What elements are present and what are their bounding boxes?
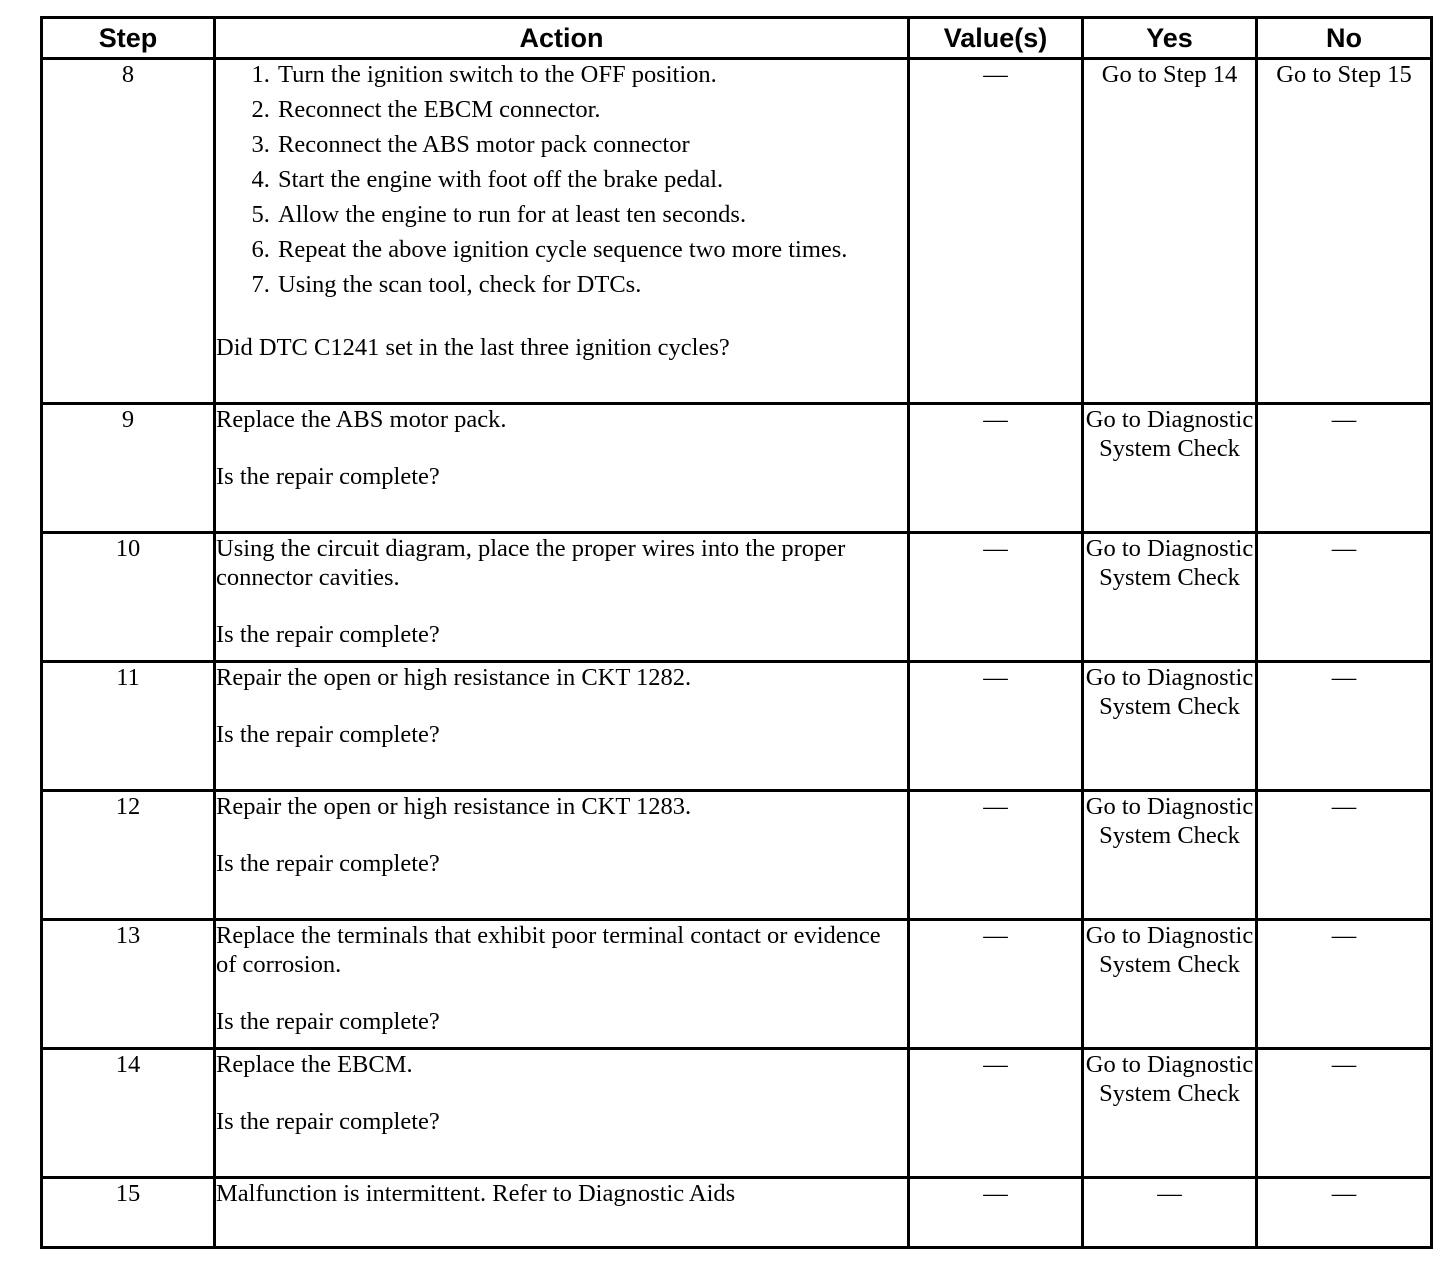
substep: 5. Allow the engine to run for at least ten seconds. <box>276 200 907 229</box>
header-row <box>42 18 1432 59</box>
action-text: Using the circuit diagram, place the proper wires into the proper connector cavities. <box>216 535 846 591</box>
yes-cell: Go to Diagnostic System Check <box>1083 662 1257 791</box>
no-cell: — <box>1257 1178 1432 1248</box>
yes-cell: Go to Diagnostic System Check <box>1083 1049 1257 1178</box>
spacer <box>216 592 907 620</box>
table-row <box>42 404 1432 533</box>
spacer <box>216 979 907 1007</box>
no-cell: Go to Step 15 <box>1257 59 1432 404</box>
action-text: Replace the EBCM. <box>216 1051 413 1078</box>
value-cell: — <box>909 1178 1083 1248</box>
action-cell <box>215 662 909 791</box>
yes-cell: Go to Step 14 <box>1083 59 1257 404</box>
no-cell: — <box>1257 533 1432 662</box>
spacer <box>216 1079 907 1107</box>
substep: 6. Repeat the above ignition cycle sequence two more times. <box>276 235 907 264</box>
value-cell: — <box>909 533 1083 662</box>
header-action: Action <box>215 18 909 59</box>
value-cell: — <box>909 1049 1083 1178</box>
value-cell: — <box>909 59 1083 404</box>
step-number: 15 <box>42 1178 215 1248</box>
action-question: Is the repair complete? <box>216 621 440 648</box>
table-row <box>42 791 1432 920</box>
action-cell <box>215 920 909 1049</box>
substep: 1. Turn the ignition switch to the OFF position. <box>276 60 907 89</box>
substep: 3. Reconnect the ABS motor pack connector <box>276 130 907 159</box>
step-number: 8 <box>42 59 215 404</box>
action-cell <box>215 1049 909 1178</box>
table-row <box>42 1049 1432 1178</box>
action-cell <box>215 533 909 662</box>
spacer <box>216 434 907 462</box>
step-number: 11 <box>42 662 215 791</box>
yes-cell: — <box>1083 1178 1257 1248</box>
yes-cell: Go to Diagnostic System Check <box>1083 404 1257 533</box>
action-question: Is the repair complete? <box>216 1008 440 1035</box>
diagnostic-table <box>40 16 1433 1249</box>
action-cell <box>215 404 909 533</box>
spacer <box>216 821 907 849</box>
table-row <box>42 1178 1432 1248</box>
yes-cell: Go to Diagnostic System Check <box>1083 533 1257 662</box>
action-text: Repair the open or high resistance in CKT 1282. <box>216 664 692 691</box>
action-cell <box>215 1178 909 1248</box>
substep-list <box>216 60 907 299</box>
action-question: Is the repair complete? <box>216 463 440 490</box>
spacer <box>216 305 907 333</box>
step-number: 12 <box>42 791 215 920</box>
action-text: Replace the terminals that exhibit poor terminal contact or evidence of corrosion. <box>216 922 881 978</box>
action-text: Malfunction is intermittent. Refer to Diagnostic Aids <box>216 1180 736 1207</box>
yes-cell: Go to Diagnostic System Check <box>1083 791 1257 920</box>
step-number: 13 <box>42 920 215 1049</box>
yes-cell: Go to Diagnostic System Check <box>1083 920 1257 1049</box>
value-cell: — <box>909 920 1083 1049</box>
no-cell: — <box>1257 920 1432 1049</box>
action-text: Replace the ABS motor pack. <box>216 406 507 433</box>
substep: 7. Using the scan tool, check for DTCs. <box>276 270 907 299</box>
value-cell: — <box>909 404 1083 533</box>
header-no: No <box>1257 18 1432 59</box>
no-cell: — <box>1257 404 1432 533</box>
no-cell: — <box>1257 791 1432 920</box>
action-question: Is the repair complete? <box>216 721 440 748</box>
no-cell: — <box>1257 662 1432 791</box>
action-text: Repair the open or high resistance in CKT 1283. <box>216 793 692 820</box>
action-question: Is the repair complete? <box>216 850 440 877</box>
no-cell: — <box>1257 1049 1432 1178</box>
step-number: 9 <box>42 404 215 533</box>
table-row <box>42 662 1432 791</box>
action-cell <box>215 59 909 404</box>
value-cell: — <box>909 791 1083 920</box>
table-row <box>42 59 1432 404</box>
step-number: 10 <box>42 533 215 662</box>
substep: 4. Start the engine with foot off the brake pedal. <box>276 165 907 194</box>
action-question: Is the repair complete? <box>216 1108 440 1135</box>
header-step: Step <box>42 18 215 59</box>
spacer <box>216 692 907 720</box>
header-yes: Yes <box>1083 18 1257 59</box>
action-cell <box>215 791 909 920</box>
action-question: Did DTC C1241 set in the last three ignition cycles? <box>216 334 730 361</box>
substep: 2. Reconnect the EBCM connector. <box>276 95 907 124</box>
table-row <box>42 920 1432 1049</box>
table-row <box>42 533 1432 662</box>
header-values: Value(s) <box>909 18 1083 59</box>
value-cell: — <box>909 662 1083 791</box>
step-number: 14 <box>42 1049 215 1178</box>
